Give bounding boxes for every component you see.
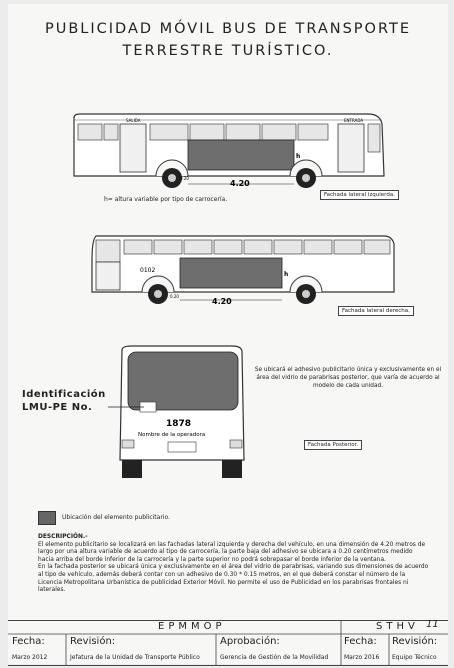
fecha-value-2: Marzo 2016 [344, 654, 380, 661]
bus-rear-drawing [112, 344, 252, 484]
bus-number-rear: 1878 [166, 419, 192, 429]
revision-label-1: Revisión: [70, 636, 116, 647]
length-dimension: 4.20 [230, 179, 250, 188]
offset-dimension: 0.20 [180, 176, 189, 181]
bus-number-side: 0102 [140, 267, 156, 274]
fecha-value-1: Marzo 2012 [12, 654, 48, 661]
height-note: h= altura variable por tipo de carrocería. [104, 196, 228, 203]
bus-right-side-drawing [88, 230, 398, 310]
bus-left-side-drawing [68, 110, 388, 200]
identification-label: Identificación LMU-PE No. [22, 389, 106, 413]
legend-swatch [38, 511, 56, 525]
length-dimension-right: 4.20 [212, 297, 232, 306]
offset-dimension-right: 0.20 [170, 294, 179, 299]
revision-label-2: Revisión: [392, 636, 438, 647]
h-label: h [296, 153, 301, 160]
sheet-number: 11 [426, 619, 439, 630]
description-title: DESCRIPCIÓN.- [38, 534, 88, 540]
salida-label: SALIDA [126, 118, 141, 123]
revision-value-2: Equipo Técnico [392, 654, 437, 661]
ad-area-right [180, 258, 282, 288]
description-paragraph-2: En la fachada posterior se ubicará única y exclusivamente en el área del vidrio de parabrisas, variando sus dimensiones de acuerdo al tipo de vehículo, además deberá contar con un adhesivo de 0.30 * 0.15 metros, en el que deberá constar el número de la Licencia Metropolitana Urbanística de publicidad Exterior Móvil. No permite el uso de Publicidad en los parabrisas frontales ni laterales. [38, 564, 429, 594]
doc-code: STHV [376, 621, 419, 632]
caption-right-side: Fachada lateral derecha. [338, 306, 414, 316]
document-title: PUBLICIDAD MÓVIL BUS DE TRANSPORTE TERRESTRE TURÍSTICO. [44, 21, 412, 59]
revision-value-1: Jefatura de la Unidad de Transporte Público [70, 654, 200, 661]
ad-area-left [188, 140, 294, 170]
document-page [8, 4, 448, 664]
entrada-label: ENTRADA [344, 118, 364, 123]
rear-placement-note: Se ubicará el adhesivo publicitario única y exclusivamente en el área del vidrio de parabrisas posterior, que varía de acuerdo al modelo de cada unidad. [254, 367, 442, 389]
ident-arrow [108, 402, 148, 412]
caption-left-side: Fachada lateral izquierda. [320, 190, 399, 200]
caption-rear: Fachada Posterior. [304, 440, 362, 450]
aprobacion-value: Gerencia de Gestión de la Movilidad [220, 654, 329, 661]
operator-name: Nombre de la operadora [138, 432, 206, 438]
rear-plate [168, 442, 196, 452]
legend-label: Ubicación del elemento publicitario. [62, 514, 170, 521]
fecha-label-2: Fecha: [344, 636, 377, 647]
description-paragraph-1: El elemento publicitario se localizará en las fachadas lateral izquierda y derecha del vehículo, en una dimensión de 4.20 metros de largo por una altura variable de acuerdo al tipo de carrocería, la parte baja del adhesivo se ubicara a 0.20 centímetros medido hacia arriba del borde inferior de la carrocería y la parte superior no podrá sobrepasar el borde inferior de la ventana. [38, 541, 426, 563]
h-label-right: h [284, 271, 289, 278]
description-block [38, 534, 430, 595]
title-block [8, 620, 448, 666]
aprobacion-label: Aprobación: [220, 636, 280, 647]
org-name: EPMMOP [158, 621, 226, 632]
fecha-label-1: Fecha: [12, 636, 45, 647]
